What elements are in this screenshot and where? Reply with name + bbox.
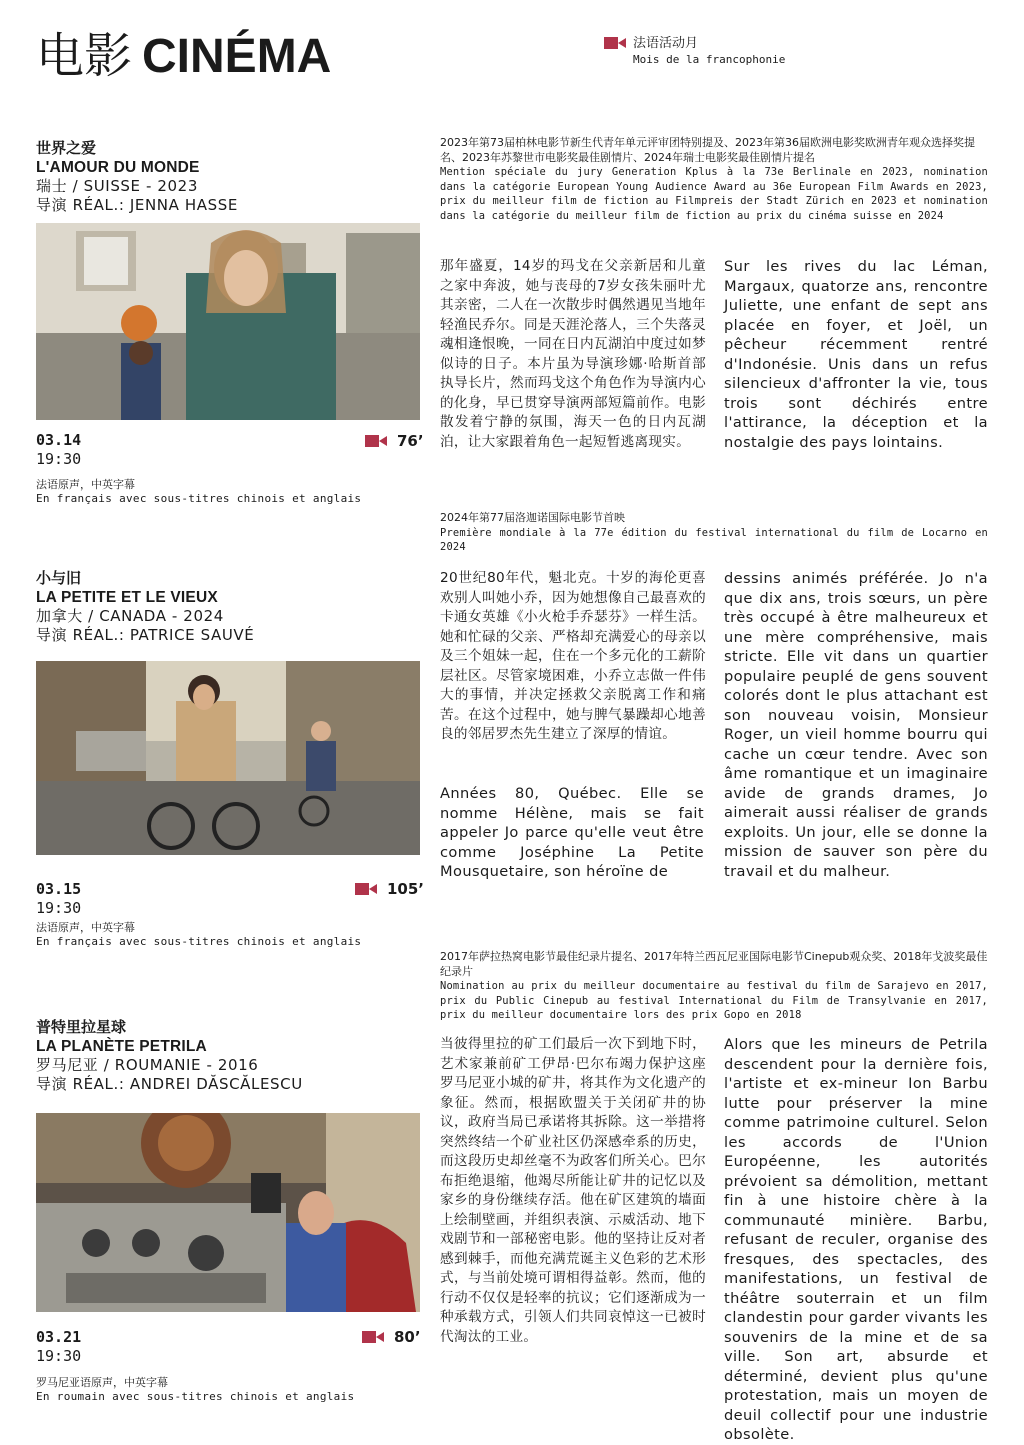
film-date: 03.15 (36, 880, 82, 898)
camera-icon (365, 433, 387, 452)
film-title-zh: 普特里拉星球 (36, 1018, 127, 1036)
film-title-zh: 小与旧 (36, 569, 82, 587)
duration-text: 76’ (397, 432, 424, 450)
awards-zh: 2017年萨拉热窝电影节最佳纪录片提名、2017年特兰西瓦尼亚国际电影节Cinepub观众奖、2018年戈波奖最佳纪录片 (440, 950, 988, 978)
film-3-duration (362, 1328, 421, 1348)
film-1-synopsis-fr: Sur les rives du lac Léman, Margaux, quatorze ans, rencontre Juliette, une enfant de sept ans placée en foyer, et Joël, un pêcheur récemment rentré d'Indonésie. Unis dans un refus silencieux d'affronter la vie, tous trois sont déchirés entre l'attirance, la déception et la nostalgie des pays lointains. (724, 258, 988, 451)
page-title (36, 26, 331, 87)
film-2-synopsis-fr-part2: dessins animés préférée. Jo n'a que dix ans, trois sœurs, un père très occupé à être malheureux et une mère compréhensive, mais stricte. Elle vit dans un quartier populaire peuplé de gens souvent colorés dont le plus attachant est son nouveau voisin, Monsieur Roger, un vieil homme bourru qui cache un cœur tendre. Avec son âme romantique et un imaginaire avide de grands drames, Jo aimerait aussi réaliser de grands exploits. Un jour, elle se donne la mission de sauver son père du travail et du malheur. (724, 570, 988, 880)
film-1-synopsis-zh: 那年盛夏，14岁的玛戈在父亲新居和儿童之家中奔波，她与丧母的7岁女孩朱丽叶尤其亲密，二人在一次散步时偶然遇见当地年轻渔民乔尔。同是天涯沦落人，三个失落灵魂相逢恨晚，一同在日内瓦湖泊中度过如梦似诗的日子。本片虽为导演珍娜·哈斯首部执导长片，然而玛戈这个角色作为导演内心的化身，早已贯穿导演两部短篇前作。电影散发着宁静的氛围，海天一色的日内瓦湖泊，让大家跟着角色一起短暂逃离现实。 (440, 258, 706, 450)
film-date: 03.21 (36, 1328, 82, 1346)
film-director: 导演 RÉAL.: PATRICE SAUVÉ (36, 626, 255, 644)
film-country-year: 罗马尼亚 / ROUMANIE - 2016 (36, 1056, 259, 1074)
film-country-year: 瑞士 / SUISSE - 2023 (36, 177, 198, 195)
duration-text: 80’ (394, 1328, 421, 1346)
film-3-schedule (36, 1328, 81, 1366)
film-3-synopsis-fr: Alors que les mineurs de Petrila descendent pour la dernière fois, l'artiste et ex-mineur Ion Barbu lutte pour préserver la mine comme patrimoine culturel. Selon les accords de l'Union Européenne, les autorités prévoient sa démolition, mettant fin à une histoire chère à la communauté minière. Barbu, refusant de reculer, organise des fresques, des spectacles, des manifestations, un festival de théâtre souterrain et un film clandestin pour garder vivants les souvenirs de la mine et de sa ville. Son art, absurde et déterminé, devient plus qu'une protestation, mais un moyen de deuil collectif pour une industrie obsolète. (724, 1036, 988, 1443)
awards-zh: 2023年第73届柏林电影节新生代青年单元评审团特别提及、2023年第36届欧洲电影奖欧洲青年观众选择奖提名、2023年苏黎世市电影奖最佳剧情片、2024年瑞士电影奖最佳剧情片提名 (440, 136, 975, 164)
camera-icon (362, 1329, 384, 1348)
duration-text: 105’ (387, 880, 425, 898)
film-time: 19:30 (36, 899, 82, 917)
film-title-fr: LA PETITE ET LE VIEUX (36, 589, 218, 606)
subtitle-note-zh: 罗马尼亚语原声，中英字幕 (36, 1376, 168, 1389)
film-time: 19:30 (36, 1347, 82, 1365)
awards-fr: Mention spéciale du jury Generation Kplus à la 73e Berlinale en 2023, nomination dans la catégorie European Young Audience Award au 36e European Film Awards en 2023, prix du meilleur film de fiction au Filmpreis der Stadt Zürich en 2023 et nomination dans la catégorie du meilleur film de fiction au prix du cinéma suisse en 2024 (440, 166, 988, 222)
film-1-schedule (36, 431, 81, 469)
film-1-still (36, 223, 420, 420)
film-1-duration (365, 432, 424, 452)
film-3-subtitles (36, 1376, 420, 1404)
film-country-year: 加拿大 / CANADA - 2024 (36, 607, 224, 625)
awards-fr: Nomination au prix du meilleur documentaire au festival du film de Sarajevo en 2017, prix du Public Cinepub au festival International du Film de Transylvanie en 2017, prix du meilleur documentaire lors des prix Gopo en 2018 (440, 980, 988, 1021)
film-3-still (36, 1113, 420, 1312)
film-3-header (36, 1018, 420, 1094)
film-2-synopsis-zh: 20世纪80年代，魁北克。十岁的海伦更喜欢别人叫她小乔，因为她想像自己最喜欢的卡通女英雄《小火枪手乔瑟芬》一样生活。她和忙碌的父亲、严格却充满爱心的母亲以及三个姐妹一起，住在一个多元化的工薪阶层社区。尽管家境困难，小乔立志做一件伟大的事情，并决定拯救父亲脱离工作和痛苦。在这个过程中，她与脾气暴躁却心地善良的邻居罗杰先生建立了深厚的情谊。 (440, 570, 706, 742)
film-2-awards (440, 511, 988, 555)
film-1-subtitles (36, 478, 420, 506)
event-fr: Mois de la francophonie (633, 53, 786, 66)
film-time: 19:30 (36, 450, 82, 468)
camera-icon (604, 37, 626, 53)
film-2-schedule (36, 880, 81, 918)
subtitle-note-zh: 法语原声，中英字幕 (36, 478, 135, 491)
subtitle-note-fr: En français avec sous-titres chinois et anglais (36, 935, 362, 948)
film-3-synopsis-zh: 当彼得里拉的矿工们最后一次下到地下时，艺术家兼前矿工伊昂·巴尔布竭力保护这座罗马尼亚小城的矿井，将其作为文化遗产的象征。然而，根据欧盟关于关闭矿井的协议，政府当局已承诺将其拆除。这一举措将突然终结一个矿业社区仍深感牵系的历史，而这段历史却丝毫不为政客们所关心。巴尔布拒绝退缩，他竭尽所能让矿井的记忆以及家乡的身份继续存活。他在矿区建筑的墙面上绘制壁画，并组织表演、示威活动、地下戏剧节和一部秘密电影。他的坚持让反对者感到棘手，而他充满荒诞主义色彩的艺术形式，与当前处境可谓相得益彰。然而，他的行动不仅仅是轻率的抗议；它们逐渐成为一种承载方式，引领人们共同哀悼这一已被时代淘汰的工业。 (440, 1036, 706, 1345)
film-title-zh: 世界之爱 (36, 139, 97, 157)
subtitle-note-fr: En roumain avec sous-titres chinois et anglais (36, 1390, 355, 1403)
film-title-fr: LA PLANÈTE PETRILA (36, 1038, 207, 1055)
film-director: 导演 RÉAL.: JENNA HASSE (36, 196, 238, 214)
film-director: 导演 RÉAL.: ANDREI DĂSCĂLESCU (36, 1075, 303, 1093)
awards-fr: Première mondiale à la 77e édition du festival international du film de Locarno en 2024 (440, 526, 988, 553)
film-2-header (36, 569, 420, 645)
camera-icon (355, 881, 377, 900)
subtitle-note-zh: 法语原声，中英字幕 (36, 921, 135, 934)
film-2-subtitles (36, 921, 420, 949)
film-2-duration (355, 880, 424, 900)
page-title-zh: 电影 (36, 28, 133, 84)
film-title-fr: L'AMOUR DU MONDE (36, 159, 200, 176)
film-1-header (36, 139, 420, 215)
film-2-synopsis-fr-part1: Années 80, Québec. Elle se nomme Hélène, mais se fait appeler Jo parce qu'elle veut être comme Joséphine La Petite Mousquetaire, son héroïne de (440, 785, 704, 880)
awards-zh: 2024年第77届洛迦诺国际电影节首映 (440, 511, 625, 524)
event-label (604, 36, 785, 68)
event-zh: 法语活动月 (633, 36, 699, 51)
subtitle-note-fr: En français avec sous-titres chinois et anglais (36, 492, 362, 505)
film-date: 03.14 (36, 431, 82, 449)
film-1-awards (440, 136, 988, 223)
film-2-still (36, 661, 420, 855)
film-3-awards (440, 950, 988, 1023)
page-title-fr: CINÉMA (142, 30, 332, 83)
